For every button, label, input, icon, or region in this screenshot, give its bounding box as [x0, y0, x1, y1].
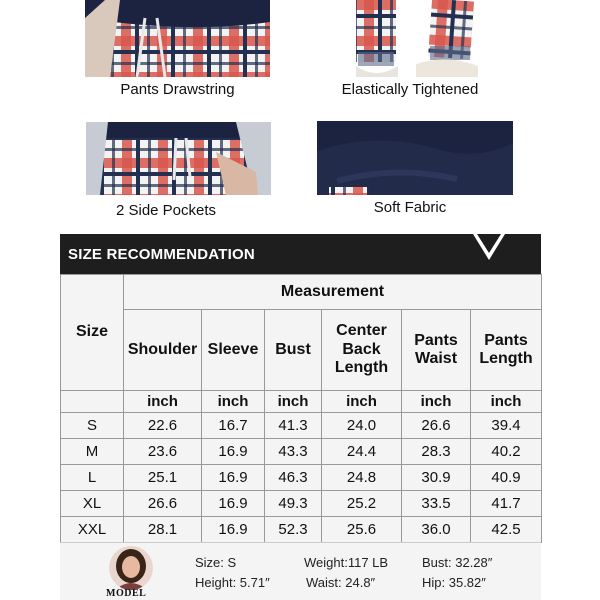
unit-cell: inch [322, 391, 402, 413]
table-row [61, 465, 542, 491]
measurement-cell: 25.2 [322, 491, 402, 517]
measurement-cell: 28.3 [402, 439, 471, 465]
measurement-cell: 41.7 [471, 491, 542, 517]
measurement-cell: 42.5 [471, 517, 542, 543]
measurement-cell: 16.9 [202, 439, 265, 465]
measurement-cell: 40.2 [471, 439, 542, 465]
size-label-cell: XXL [61, 517, 124, 543]
unit-cell: inch [402, 391, 471, 413]
model-weight: Weight:117 LB [304, 555, 389, 570]
measurement-cell: 41.3 [265, 413, 322, 439]
size-recommendation-title: SIZE RECOMMENDATION [68, 246, 255, 263]
measurement-cell: 39.4 [471, 413, 542, 439]
table-row [61, 439, 542, 465]
model-size: Size: S [195, 555, 237, 570]
table-row [61, 517, 542, 543]
soft-fabric-photo [317, 121, 513, 195]
model-avatar [109, 546, 153, 590]
measurement-header: Measurement [124, 275, 542, 310]
measurement-cell: 40.9 [471, 465, 542, 491]
size-label-cell: XL [61, 491, 124, 517]
measurement-cell: 49.3 [265, 491, 322, 517]
drawstring-photo [85, 0, 270, 77]
measurement-cell: 26.6 [124, 491, 202, 517]
measurement-cell: 16.9 [202, 517, 265, 543]
size-label-cell: M [61, 439, 124, 465]
size-label-cell: S [61, 413, 124, 439]
chevron-down-icon [473, 234, 505, 260]
feature-caption-pockets: 2 Side Pockets [115, 202, 217, 219]
column-header: Center Back Length [322, 310, 402, 391]
measurement-cell: 22.6 [124, 413, 202, 439]
measurement-cell: 16.9 [202, 465, 265, 491]
table-row [61, 491, 542, 517]
size-recommendation-header [60, 234, 541, 274]
measurement-cell: 26.6 [402, 413, 471, 439]
table-row [61, 413, 542, 439]
unit-cell-empty [61, 391, 124, 413]
size-column-header: Size [61, 275, 124, 391]
column-header: Pants Waist [402, 310, 471, 391]
elastic-cuffs-photo [328, 0, 490, 77]
feature-caption-drawstring: Pants Drawstring [120, 81, 235, 98]
measurement-cell: 33.5 [402, 491, 471, 517]
measurement-cell: 24.8 [322, 465, 402, 491]
model-label: MODEL [106, 588, 147, 599]
feature-caption-elastic: Elastically Tightened [341, 81, 479, 98]
measurement-cell: 16.7 [202, 413, 265, 439]
measurement-cell: 52.3 [265, 517, 322, 543]
measurement-cell: 43.3 [265, 439, 322, 465]
feature-caption-fabric: Soft Fabric [373, 199, 447, 216]
model-info [60, 542, 541, 600]
side-pockets-photo [86, 122, 271, 195]
size-rows [61, 413, 542, 543]
model-bust: Bust: 32.28″ [422, 555, 493, 570]
measurement-cell: 36.0 [402, 517, 471, 543]
model-hip: Hip: 35.82″ [422, 575, 486, 590]
column-header: Shoulder [124, 310, 202, 391]
column-header: Bust [265, 310, 322, 391]
measurement-cell: 30.9 [402, 465, 471, 491]
measurement-cell: 25.1 [124, 465, 202, 491]
measurement-cell: 23.6 [124, 439, 202, 465]
unit-cell: inch [471, 391, 542, 413]
measurement-cell: 24.0 [322, 413, 402, 439]
unit-cell: inch [265, 391, 322, 413]
measurement-cell: 24.4 [322, 439, 402, 465]
unit-cell: inch [202, 391, 265, 413]
measurement-cell: 46.3 [265, 465, 322, 491]
measurement-cell: 25.6 [322, 517, 402, 543]
size-table [60, 274, 542, 543]
measurement-cell: 28.1 [124, 517, 202, 543]
model-waist: Waist: 24.8″ [306, 575, 376, 590]
column-header: Sleeve [202, 310, 265, 391]
column-header: Pants Length [471, 310, 542, 391]
unit-cell: inch [124, 391, 202, 413]
size-label-cell: L [61, 465, 124, 491]
model-height: Height: 5.71″ [195, 575, 270, 590]
measurement-cell: 16.9 [202, 491, 265, 517]
